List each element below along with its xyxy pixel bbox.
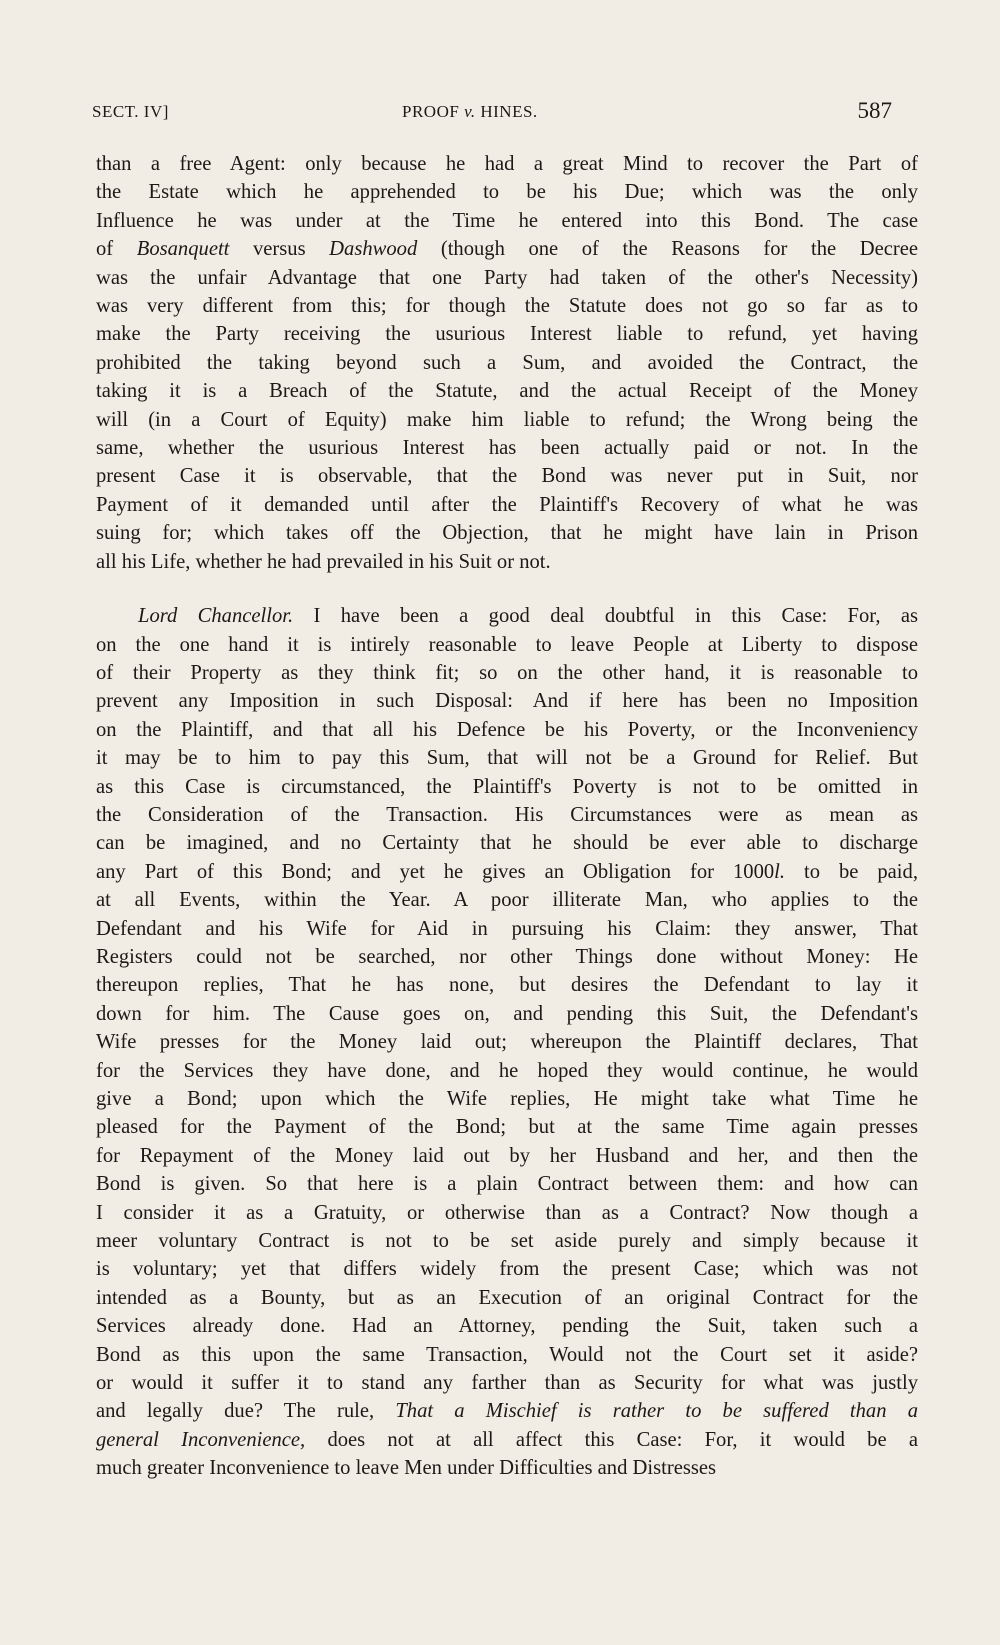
paragraph-1 (96, 150, 918, 576)
text-line: prevent any Imposition in such Disposal: And if here has been no Imposition (96, 690, 918, 713)
text-line: for the Services they have done, and he hoped they would continue, he would (96, 1059, 918, 1082)
text-line: general Inconvenience, does not at all affect this Case: For, it would be a (96, 1428, 918, 1451)
text-line: than a free Agent: only because he had a great Mind to recover the Part of (96, 153, 918, 175)
text-line: of their Property as they think fit; so on the other hand, it is reasonable to (96, 661, 918, 684)
text-line: make the Party receiving the usurious Interest liable to refund, yet having (96, 323, 918, 346)
text-line: was the unfair Advantage that one Party had taken of the other's Necessity) (96, 266, 918, 289)
text-line: any Part of this Bond; and yet he gives an Obligation for 1000l. to be paid, (96, 860, 918, 883)
text-line: Influence he was under at the Time he entered into this Bond. The case (96, 209, 918, 232)
italic-text: general Inconvenience, (96, 1428, 306, 1451)
text-line: of Bosanquett versus Dashwood (though one of the Reasons for the Decree (96, 238, 918, 261)
text-line: give a Bond; upon which the Wife replies, He might take what Time he (96, 1088, 918, 1110)
text-line: taking it is a Breach of the Statute, and the actual Receipt of the Money (96, 380, 918, 403)
text-line: meer voluntary Contract is not to be set aside purely and simply because it (96, 1230, 918, 1253)
text-line: present Case it is observable, that the Bond was never put in Suit, nor (96, 465, 918, 488)
text-line: Wife presses for the Money laid out; whereupon the Plaintiff declares, That (96, 1031, 918, 1054)
text-line: thereupon replies, That he has none, but desires the Defendant to lay it (96, 974, 918, 997)
italic-text: Lord Chancellor. (138, 605, 294, 628)
text-line: Lord Chancellor. I have been a good deal doubtful in this Case: For, as (138, 605, 918, 628)
text-line: pleased for the Payment of the Bond; but at the same Time again presses (96, 1116, 918, 1139)
text-line: as this Case is circumstanced, the Plaintiff's Poverty is not to be omitted in (96, 775, 918, 798)
text-line: Services already done. Had an Attorney, pending the Suit, taken such a (96, 1315, 918, 1338)
text-line: and legally due? The rule, That a Mischief is rather to be suffered than a (96, 1400, 918, 1423)
text-line: prohibited the taking beyond such a Sum, and avoided the Contract, the (96, 351, 918, 374)
text-line: is voluntary; yet that differs widely from the present Case; which was not (96, 1258, 918, 1281)
title-versus: v. (464, 102, 476, 121)
title-part: HINES. (480, 102, 538, 121)
text-line: or would it suffer it to stand any farther than as Security for what was justly (96, 1372, 918, 1395)
italic-text: l. (774, 860, 786, 883)
text-line: can be imagined, and no Certainty that he should be ever able to discharge (96, 832, 918, 855)
text-line: all his Life, whether he had prevailed in his Suit or not. (96, 550, 551, 573)
text-line: intended as a Bounty, but as an Execution of an original Contract for the (96, 1286, 918, 1309)
text-line: I consider it as a Gratuity, or otherwise than as a Contract? Now though a (96, 1201, 918, 1224)
section-label: SECT. IV] (92, 102, 169, 121)
text-line: down for him. The Cause goes on, and pending this Suit, the Defendant's (96, 1002, 918, 1025)
text-line: Bond is given. So that here is a plain Contract between them: and how can (96, 1173, 918, 1196)
italic-text: That a Mischief is rather to be suffered than a (395, 1400, 918, 1423)
text-line: for Repayment of the Money laid out by her Husband and her, and then the (96, 1144, 918, 1167)
text-line: on the Plaintiff, and that all his Defence be his Poverty, or the Inconveniency (96, 718, 918, 741)
text-line: on the one hand it is intirely reasonable to leave People at Liberty to dispose (96, 633, 918, 656)
text-line: will (in a Court of Equity) make him liable to refund; the Wrong being the (96, 408, 918, 431)
text-line: much greater Inconvenience to leave Men under Difficulties and Distresses (96, 1457, 717, 1480)
text-line: the Consideration of the Transaction. His Circumstances were as mean as (96, 803, 918, 826)
title-part: PROOF (402, 102, 460, 121)
running-title (402, 102, 538, 122)
body-text (96, 150, 918, 1483)
text-line: Payment of it demanded until after the Plaintiff's Recovery of what he was (96, 493, 918, 516)
text-line: was very different from this; for though the Statute does not go so far as to (96, 295, 918, 318)
paragraph-2 (96, 602, 918, 1483)
italic-text: Dashwood (329, 238, 418, 261)
text-line: Bond as this upon the same Transaction, Would not the Court set it aside? (96, 1343, 918, 1366)
text-line: same, whether the usurious Interest has been actually paid or not. In the (96, 437, 918, 460)
text-line: it may be to him to pay this Sum, that will not be a Ground for Relief. But (96, 747, 918, 770)
text-line: Registers could not be searched, nor other Things done without Money: He (96, 945, 918, 968)
italic-text: Bosanquett (136, 238, 230, 261)
text-line: Defendant and his Wife for Aid in pursuing his Claim: they answer, That (96, 917, 918, 940)
running-head (92, 98, 892, 128)
page-number: 587 (857, 98, 892, 123)
text-line: suing for; which takes off the Objection, that he might have lain in Prison (96, 522, 918, 545)
text-line: at all Events, within the Year. A poor illiterate Man, who applies to the (96, 889, 918, 912)
text-line: the Estate which he apprehended to be his Due; which was the only (96, 181, 918, 204)
